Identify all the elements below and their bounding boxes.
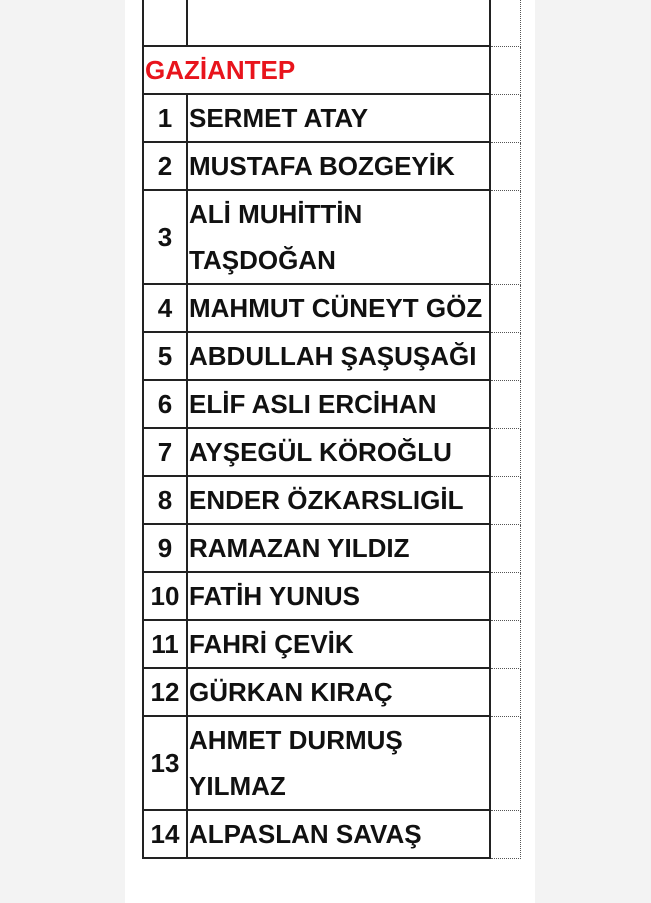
document-page	[125, 0, 535, 903]
table-row	[143, 284, 521, 332]
row-extra-cell	[490, 190, 521, 284]
blank-number-cell	[143, 0, 187, 46]
table-row	[143, 142, 521, 190]
candidate-name: AHMET DURMUŞ YILMAZ	[187, 716, 490, 810]
candidate-name: ABDULLAH ŞAŞUŞAĞI	[187, 332, 490, 380]
row-number: 3	[143, 190, 187, 284]
candidate-name: ALİ MUHİTTİN TAŞDOĞAN	[187, 190, 490, 284]
table-row	[143, 716, 521, 810]
row-extra-cell	[490, 810, 521, 858]
city-extra-cell	[490, 46, 521, 94]
candidate-name: ENDER ÖZKARSLIGİL	[187, 476, 490, 524]
candidate-name: RAMAZAN YILDIZ	[187, 524, 490, 572]
city-name: GAZİANTEP	[143, 46, 490, 94]
candidate-name: SERMET ATAY	[187, 94, 490, 142]
row-number: 12	[143, 668, 187, 716]
row-number: 10	[143, 572, 187, 620]
city-header-row	[143, 46, 521, 94]
table-row	[143, 620, 521, 668]
row-number: 6	[143, 380, 187, 428]
table-row	[143, 572, 521, 620]
table-row	[143, 524, 521, 572]
table-row	[143, 810, 521, 858]
candidate-name: MAHMUT CÜNEYT GÖZ	[187, 284, 490, 332]
table-row	[143, 380, 521, 428]
row-extra-cell	[490, 428, 521, 476]
row-extra-cell	[490, 284, 521, 332]
row-extra-cell	[490, 572, 521, 620]
candidate-name: GÜRKAN KIRAÇ	[187, 668, 490, 716]
table-row	[143, 428, 521, 476]
row-number: 1	[143, 94, 187, 142]
candidate-name: AYŞEGÜL KÖROĞLU	[187, 428, 490, 476]
row-number: 2	[143, 142, 187, 190]
row-extra-cell	[490, 524, 521, 572]
row-number: 14	[143, 810, 187, 858]
candidate-name: ALPASLAN SAVAŞ	[187, 810, 490, 858]
row-number: 5	[143, 332, 187, 380]
table-row	[143, 332, 521, 380]
candidate-name: ELİF ASLI ERCİHAN	[187, 380, 490, 428]
table-row	[143, 190, 521, 284]
row-extra-cell	[490, 332, 521, 380]
table-row	[143, 668, 521, 716]
row-extra-cell	[490, 620, 521, 668]
row-extra-cell	[490, 668, 521, 716]
candidate-table	[142, 0, 521, 859]
candidate-name: FAHRİ ÇEVİK	[187, 620, 490, 668]
table-row	[143, 94, 521, 142]
row-number: 11	[143, 620, 187, 668]
row-extra-cell	[490, 476, 521, 524]
row-extra-cell	[490, 142, 521, 190]
blank-row	[143, 0, 521, 46]
row-number: 4	[143, 284, 187, 332]
blank-extra-cell	[490, 0, 521, 46]
row-number: 9	[143, 524, 187, 572]
row-number: 13	[143, 716, 187, 810]
row-extra-cell	[490, 380, 521, 428]
row-extra-cell	[490, 716, 521, 810]
row-number: 7	[143, 428, 187, 476]
row-number: 8	[143, 476, 187, 524]
table-row	[143, 476, 521, 524]
row-extra-cell	[490, 94, 521, 142]
candidate-name: FATİH YUNUS	[187, 572, 490, 620]
blank-name-cell	[187, 0, 490, 46]
candidate-name: MUSTAFA BOZGEYİK	[187, 142, 490, 190]
